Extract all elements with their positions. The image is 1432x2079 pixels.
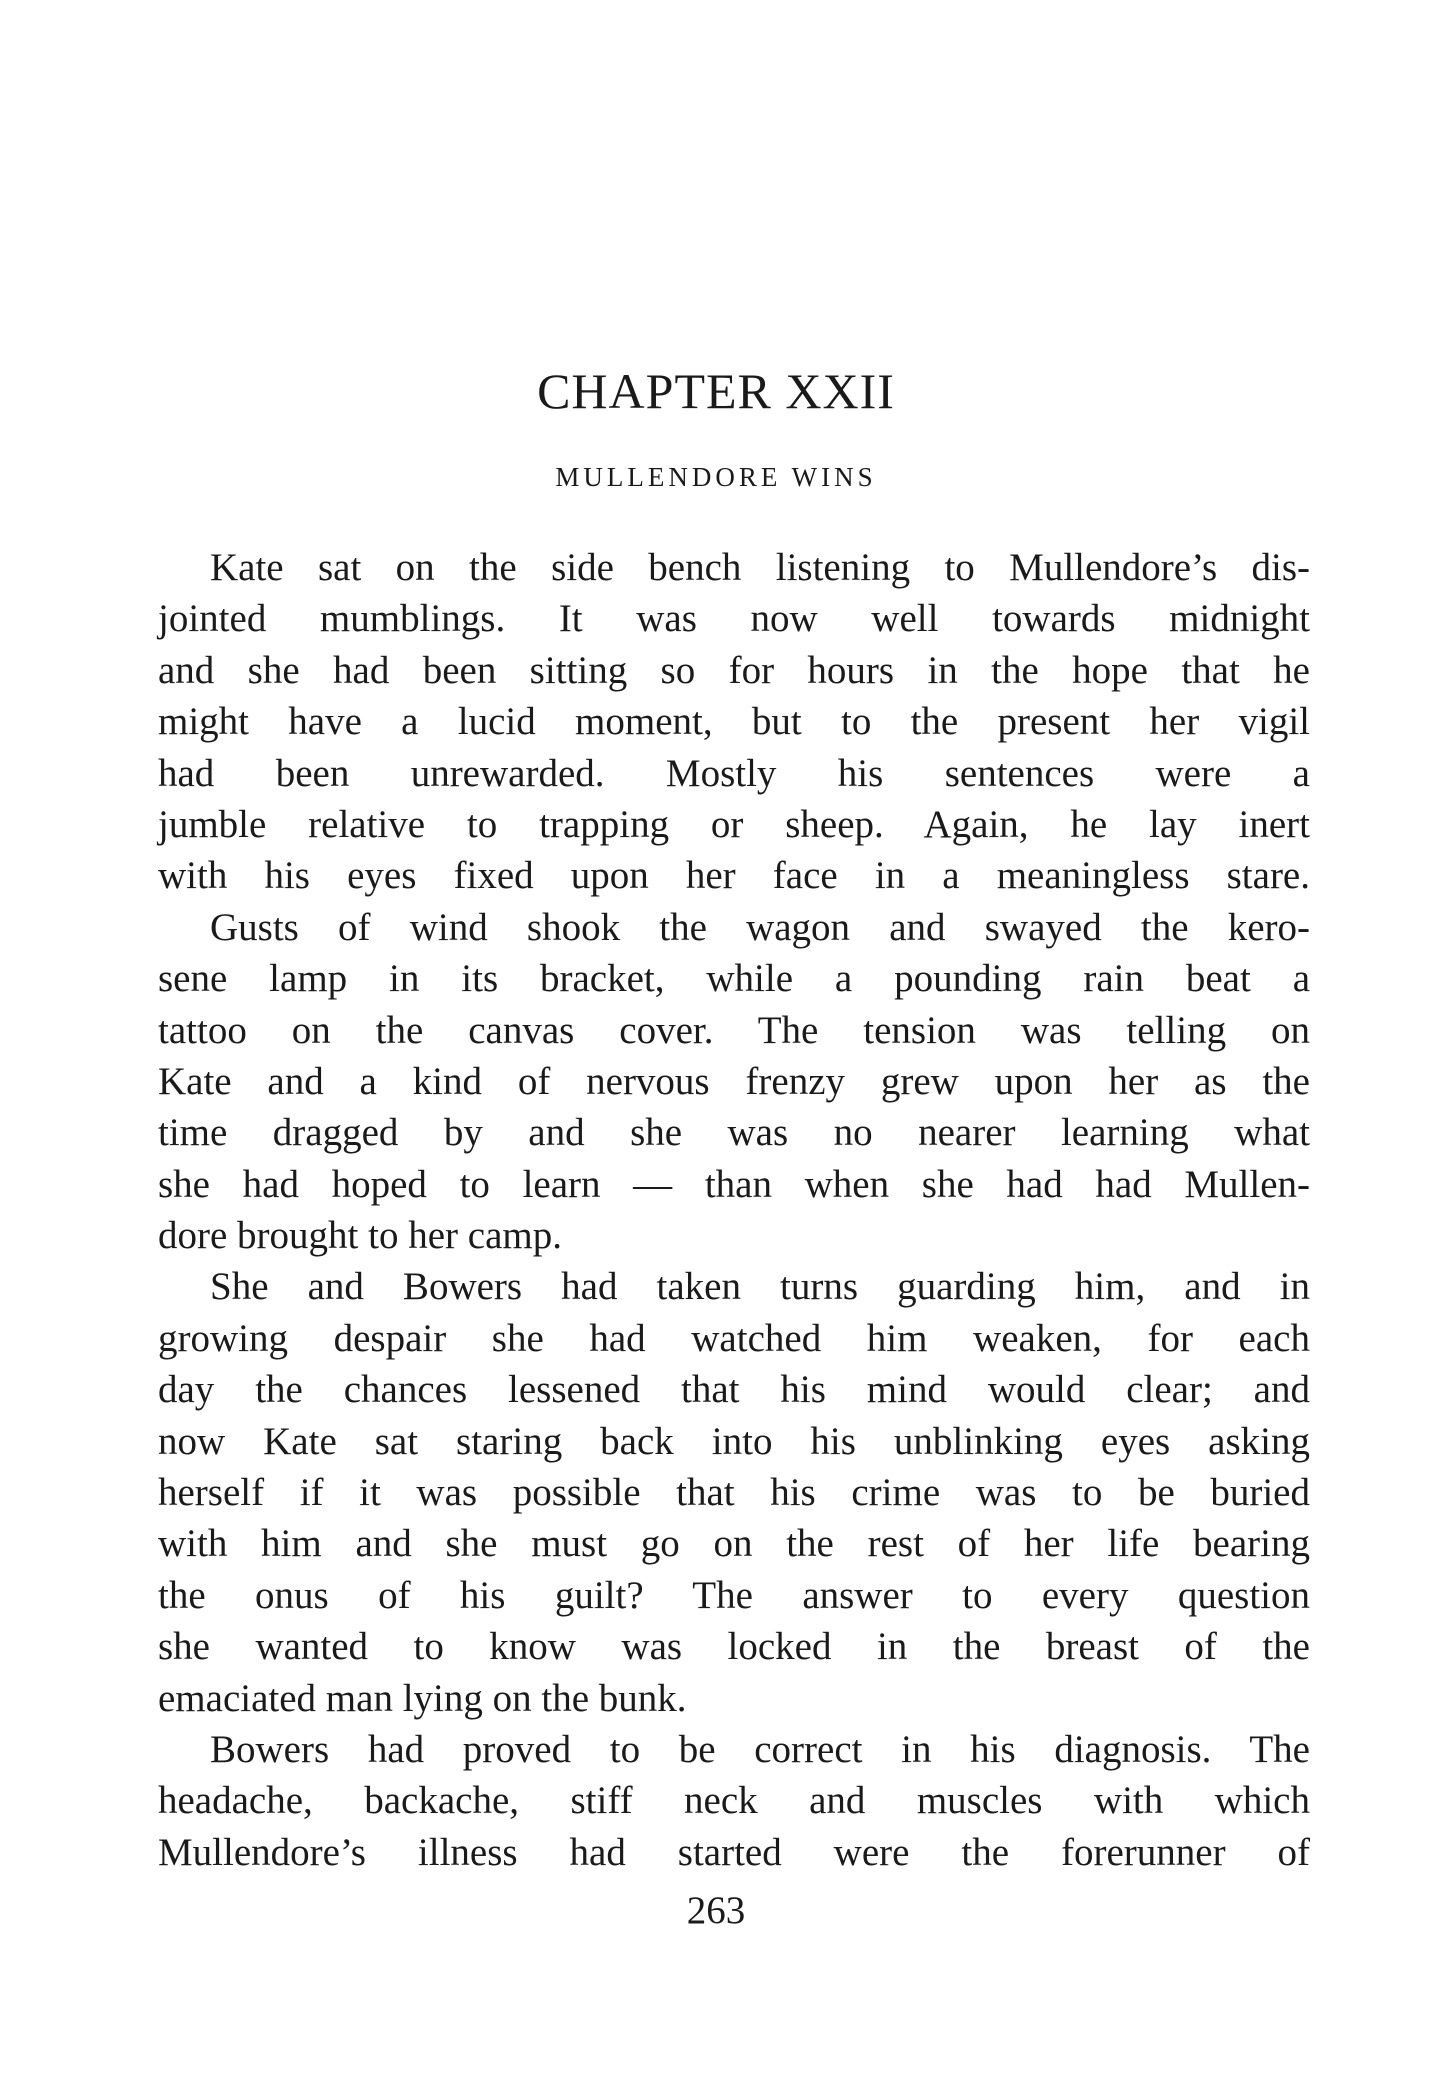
chapter-subtitle: MULLENDORE WINS	[555, 462, 877, 492]
text-line: dore brought to her camp.	[158, 1214, 562, 1258]
page-number: 263	[686, 1889, 746, 1932]
paragraph-1	[158, 542, 1310, 902]
text-line: the onus of his guilt? The answer to every question	[158, 1573, 1310, 1617]
text-line: had been unrewarded. Mostly his sentences were a	[158, 751, 1310, 795]
text-line: herself if it was possible that his crime was to be buried	[158, 1471, 1310, 1515]
text-line: with him and she must go on the rest of her life bearing	[158, 1522, 1310, 1566]
text-line: jointed mumblings. It was now well towards midnight	[158, 597, 1310, 641]
text-line: Bowers had proved to be correct in his diagnosis. The	[210, 1727, 1310, 1771]
text-line: tattoo on the canvas cover. The tension was telling on	[158, 1008, 1310, 1052]
text-line: Kate sat on the side bench listening to Mullendore’s dis-	[210, 546, 1310, 589]
text-line: she wanted to know was locked in the breast of the	[158, 1625, 1310, 1669]
text-line: emaciated man lying on the bunk.	[158, 1676, 687, 1720]
paragraph-3	[158, 1261, 1310, 1724]
text-line: jumble relative to trapping or sheep. Again, he lay inert	[158, 802, 1310, 846]
chapter-title: CHAPTER XXII	[537, 363, 895, 419]
body-text	[158, 542, 1310, 1878]
paragraph-4	[158, 1724, 1310, 1878]
text-line: headache, backache, stiff neck and muscles with which	[158, 1779, 1310, 1823]
text-line: Gusts of wind shook the wagon and swayed the kero-	[210, 905, 1310, 949]
text-line: sene lamp in its bracket, while a pounding rain beat a	[158, 957, 1310, 1001]
text-line: Mullendore’s illness had started were the forerunner of	[158, 1830, 1310, 1874]
text-line: day the chances lessened that his mind would clear; and	[158, 1368, 1310, 1412]
text-line: She and Bowers had taken turns guarding him, and in	[210, 1265, 1310, 1309]
text-line: with his eyes fixed upon her face in a meaningless stare.	[158, 854, 1310, 898]
text-line: Kate and a kind of nervous frenzy grew upon her as the	[158, 1059, 1310, 1103]
text-line: now Kate sat staring back into his unblinking eyes asking	[158, 1419, 1310, 1463]
text-line: might have a lucid moment, but to the present her vigil	[158, 700, 1310, 744]
paragraph-2	[158, 902, 1310, 1262]
text-line: she had hoped to learn — than when she had had Mullen-	[158, 1162, 1310, 1206]
text-line: growing despair she had watched him weaken, for each	[158, 1316, 1310, 1360]
text-line: time dragged by and she was no nearer learning what	[158, 1111, 1310, 1155]
text-line: and she had been sitting so for hours in the hope that he	[158, 648, 1310, 692]
